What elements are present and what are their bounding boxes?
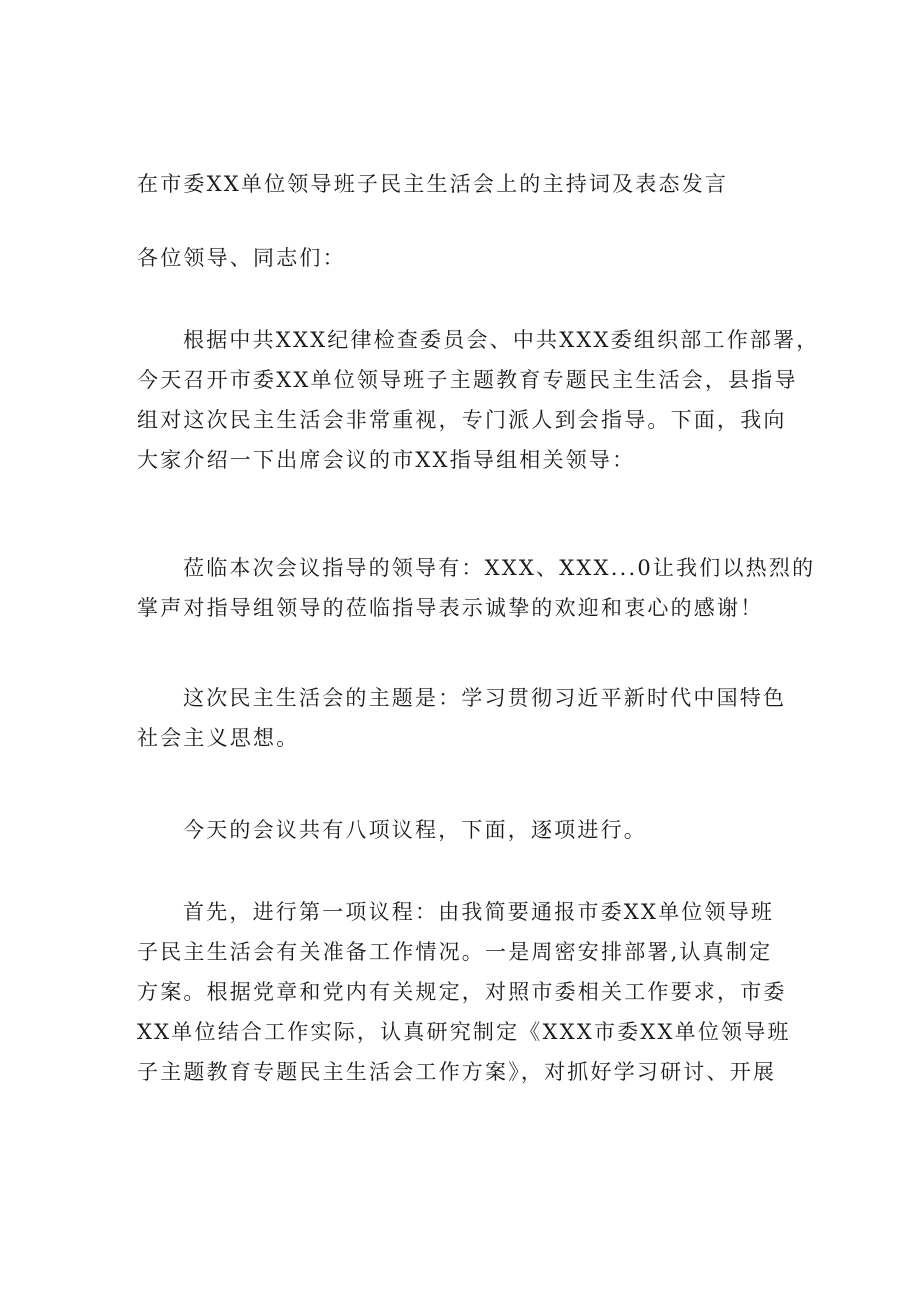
paragraph-line: 根据中共XXX纪律检查委员会、中共XXX委组织部工作部署， — [183, 328, 820, 352]
paragraph-line: 子民主生活会有关准备工作情况。一是周密安排部署,认真制定 — [137, 940, 773, 964]
paragraph-line: 莅临本次会议指导的领导有：XXX、XXX...0让我们以热烈的 — [183, 556, 816, 580]
paragraph-5 — [137, 892, 797, 1092]
paragraph-line: 方案。根据党章和党内有关规定，对照市委相关工作要求，市委 — [137, 980, 787, 1004]
paragraph-2 — [137, 548, 816, 628]
paragraph-line: 今天召开市委XX单位领导班子主题教育专题民主生活会，县指导 — [137, 368, 798, 392]
paragraph-line: 社会主义思想。 — [137, 726, 300, 750]
paragraph-line: 掌声对指导组领导的莅临指导表示诚挚的欢迎和衷心的感谢！ — [137, 596, 764, 620]
paragraph-4 — [137, 810, 797, 850]
paragraph-line: 子主题教育专题民主生活会工作方案》，对抓好学习研讨、开展 — [137, 1060, 777, 1084]
paragraph-line: XX单位结合工作实际，认真研究制定《XXX市委XX单位领导班 — [137, 1020, 791, 1044]
paragraph-line: 大家介绍一下出席会议的市XX指导组相关领导： — [137, 448, 636, 472]
salutation-line: 各位领导、同志们： — [137, 246, 346, 270]
paragraph-3 — [137, 678, 797, 758]
paragraph-1 — [137, 320, 820, 480]
paragraph-line: 组对这次民主生活会非常重视，专门派人到会指导。下面，我向 — [137, 408, 787, 432]
paragraph-line: 首先，进行第一项议程：由我简要通报市委XX单位领导班 — [183, 900, 775, 924]
paragraph-line: 今天的会议共有八项议程，下面，逐项进行。 — [183, 818, 647, 842]
paragraph-line: 这次民主生活会的主题是：学习贯彻习近平新时代中国特色 — [183, 686, 787, 710]
salutation — [137, 238, 797, 278]
title-line: 在市委XX单位领导班子民主生活会上的主持词及表态发言 — [137, 172, 729, 196]
document-title — [137, 164, 797, 204]
